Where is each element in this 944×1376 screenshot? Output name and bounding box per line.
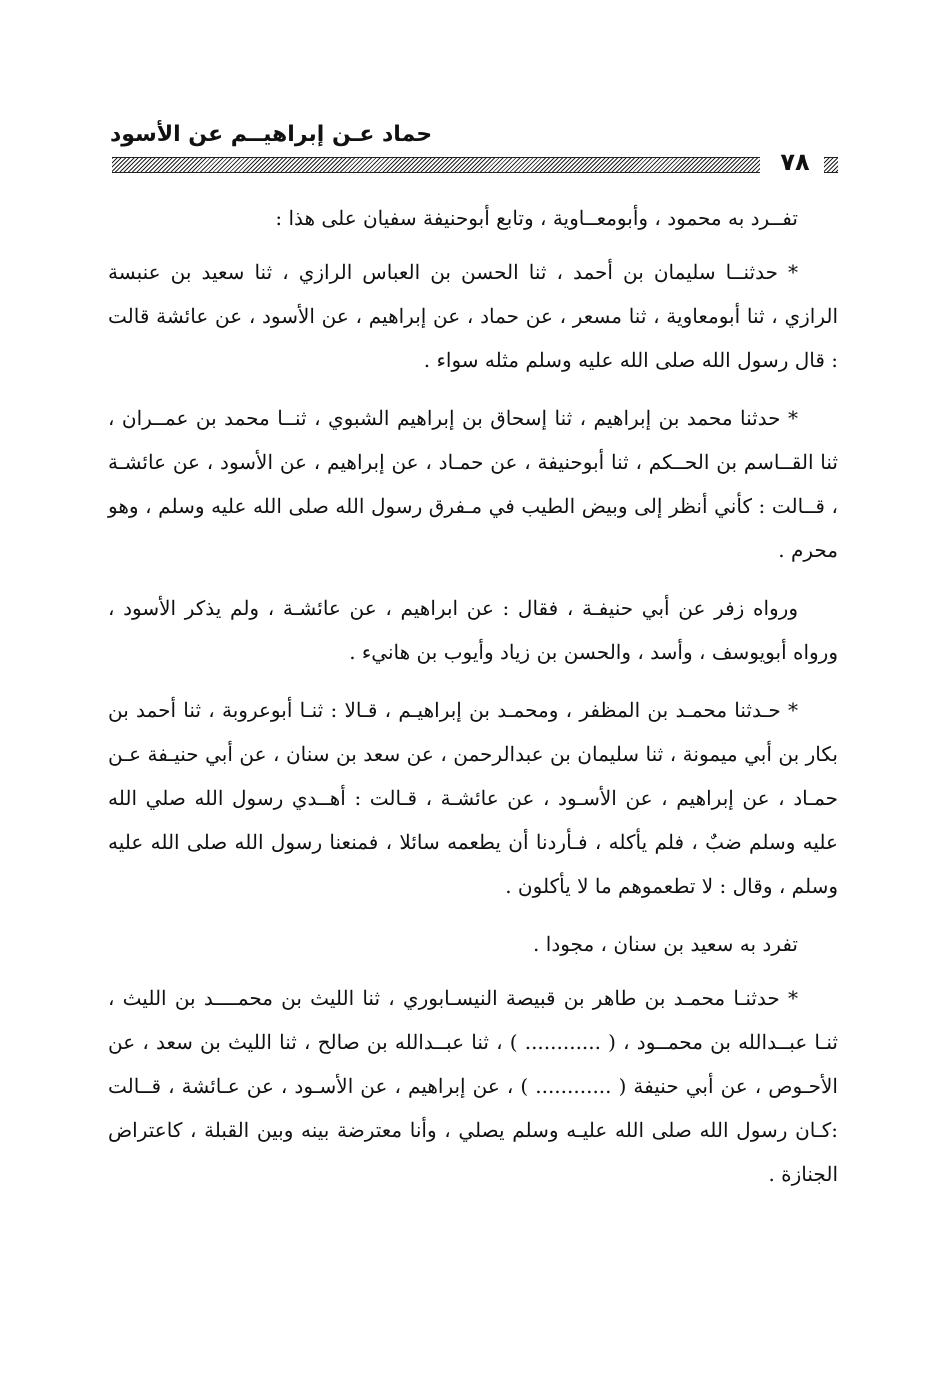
page-body	[108, 196, 838, 1210]
paragraph-4: ورواه زفر عن أبي حنيفـة ، فقال : عن ابراهيم ، عن عائشـة ، ولم يذكر الأسود ، ورواه أبويوسف ، وأسد ، والحسن بن زياد وأيوب بن هانيء .	[108, 596, 838, 664]
page-number: ٧٨	[780, 148, 810, 176]
paragraph-7: * حدثنـا محمـد بن طاهر بن قبيصة النيسـابوري ، ثنا الليث بن محمــــد بن الليث ، ثنـا عبــدالله بن محمــود ، ( ............ ) ، ثنا عبــدالله بن صالح ، ثنا الليث بن سعد ، عن الأحـوص ، عن أبي حنيفة ( ............ ) ، عن إبراهيم ، عن الأسـود ، عن عـائشة ، قــالت :كـان رسول الله صلى الله عليـه وسلم يصلي ، وأنا معترضة بينه وبين القبلة ، كاعتراض الجنازة .	[108, 986, 838, 1186]
running-title: حماد عـن إبراهيــم عن الأسود	[110, 122, 433, 147]
paragraph-2: * حدثنــا سليمان بن أحمد ، ثنا الحسن بن العباس الرازي ، ثنا سعيد بن عنبسة الرازي ، ثنا أبومعاوية ، ثنا مسعر ، عن حماد ، عن إبراهيم ، عن الأسود ، عن عائشة قالت : قال رسول الله صلى الله عليه وسلم مثله سواء .	[108, 260, 838, 372]
paragraph-6: تفرد به سعيد بن سنان ، مجودا .	[533, 932, 798, 956]
paragraph-3: * حدثنا محمد بن إبراهيم ، ثنا إسحاق بن إبراهيم الشبوي ، ثنــا محمد بن عمــران ، ثنا القــاسم بن الحــكم ، ثنا أبوحنيفة ، عن حمـاد ، عن إبراهيم ، عن الأسود ، عن عائشـة ، قــالت : كأني أنظر إلى وبيض الطيب في مـفرق رسول الله صلى الله عليه وسلم ، وهو محرم .	[108, 406, 838, 562]
paragraph-1: تفــرد به محمود ، وأبومعــاوية ، وتابع أبوحنيفة سفيان على هذا :	[275, 206, 798, 230]
header-rule	[112, 157, 760, 173]
header-rule-ornament	[824, 157, 838, 173]
paragraph-5: * حـدثنا محمـد بن المظفر ، ومحمـد بن إبراهيـم ، قـالا : ثنـا أبوعروبة ، ثنا أحمد بن بكار بن أبي ميمونة ، ثنا سليمان بن عبدالرحمن ، عن سعد بن سنان ، عن أبي حنيـفة عـن حمـاد ، عن إبراهيم ، عن الأسـود ، عن عائشـة ، قـالت : أهــدي رسول الله صلي الله عليه وسلم ضبٌ ، فلم يأكله ، فـأردنا أن يطعمه سائلا ، فمنعنا رسول الله صلى الله عليه وسلم ، وقال : لا تطعموهم ما لا يأكلون .	[108, 698, 838, 898]
